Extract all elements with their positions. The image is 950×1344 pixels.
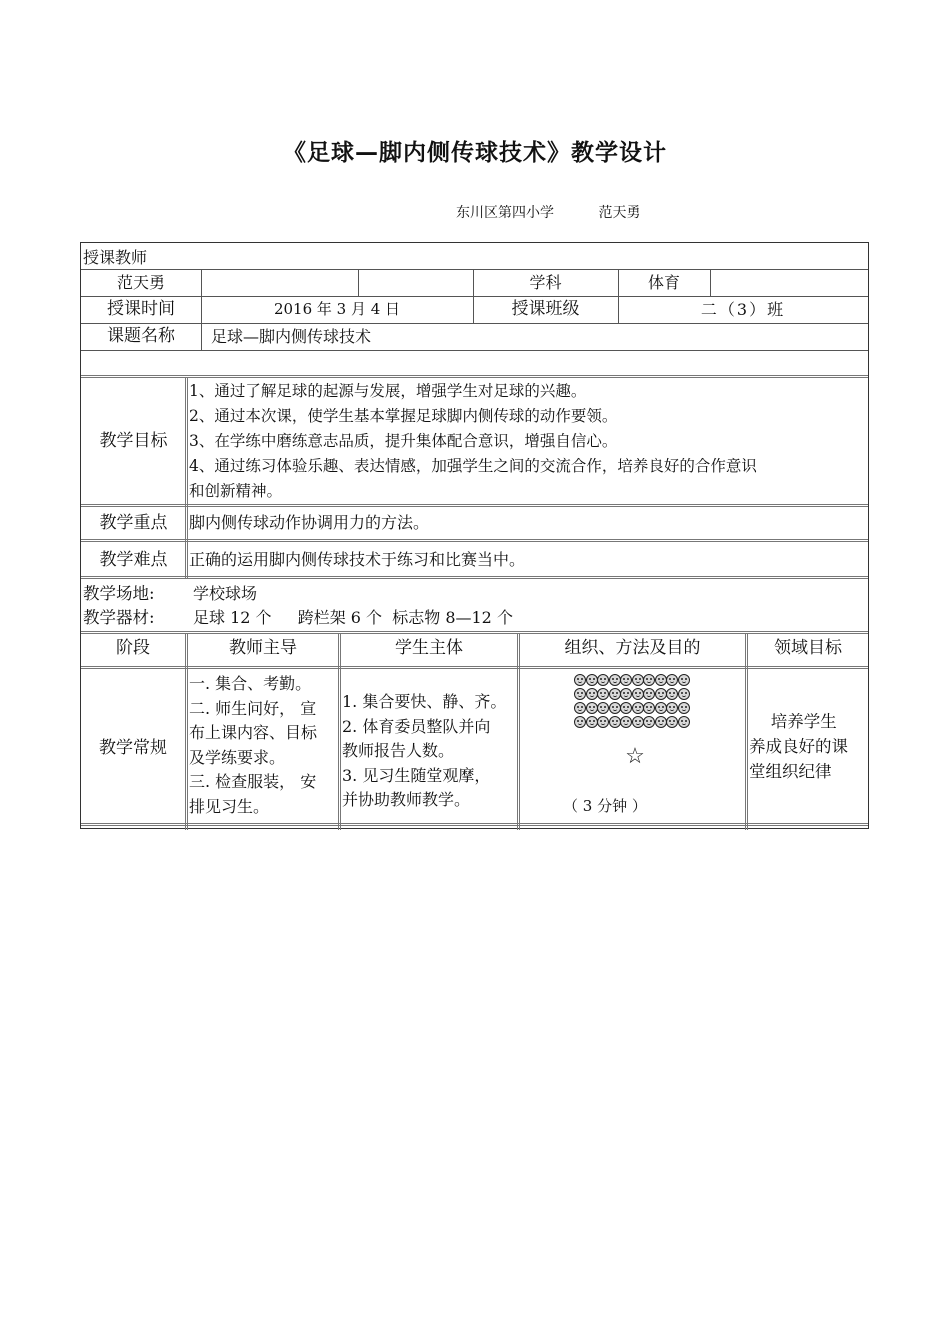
student-face-icon xyxy=(632,674,644,686)
teacher-step: 排见习生。 xyxy=(189,796,270,816)
student-face-icon xyxy=(678,716,690,728)
author-school: 东川区第四小学 xyxy=(456,205,554,221)
difficulty-label: 教学难点 xyxy=(99,550,168,570)
student-face-icon xyxy=(597,674,609,686)
duration-label: （ 3 分钟 ） xyxy=(563,797,647,815)
student-face-icon xyxy=(655,702,667,714)
class-value: 二（3）班 xyxy=(700,300,786,319)
goal-item: 4、通过练习体验乐趣、表达情感，加强学生之间的交流合作，培养良好的合作意识 xyxy=(189,457,757,475)
student-face-icon xyxy=(620,688,632,700)
difficulty-value: 正确的运用脚内侧传球技术于练习和比赛当中。 xyxy=(189,550,526,569)
author-line xyxy=(456,202,640,222)
time-label: 授课时间 xyxy=(107,299,175,319)
student-formation-diagram xyxy=(574,674,694,732)
student-step: 教师报告人数。 xyxy=(342,741,455,760)
student-face-icon xyxy=(666,716,678,728)
student-face-icon xyxy=(678,688,690,700)
student-face-icon xyxy=(643,716,655,728)
student-face-icon xyxy=(655,674,667,686)
teacher-step: 及学练要求。 xyxy=(189,747,286,767)
student-face-icon xyxy=(586,702,598,714)
topic-value: 足球—脚内侧传球技术 xyxy=(211,327,372,346)
student-face-icon xyxy=(609,688,621,700)
student-face-icon xyxy=(655,688,667,700)
student-face-icon xyxy=(609,674,621,686)
equipment-label: 教学器材: xyxy=(83,608,155,627)
teacher-name: 范天勇 xyxy=(116,273,165,292)
student-face-icon xyxy=(678,702,690,714)
student-face-icon xyxy=(574,688,586,700)
goal-item: 和创新精神。 xyxy=(189,482,283,500)
teacher-star-icon: ☆ xyxy=(625,744,645,769)
student-face-icon xyxy=(620,716,632,728)
author-name: 范天勇 xyxy=(598,205,641,221)
goals-label: 教学目标 xyxy=(99,431,168,451)
header-student: 学生主体 xyxy=(395,638,463,658)
document-title: 《足球—脚内侧传球技术》教学设计 xyxy=(283,140,667,166)
domain-goal-line: 养成良好的课 xyxy=(749,737,848,756)
student-face-icon xyxy=(574,674,586,686)
student-face-icon xyxy=(609,716,621,728)
student-face-icon xyxy=(678,674,690,686)
student-face-icon xyxy=(574,716,586,728)
subject-value: 体育 xyxy=(647,273,680,292)
time-value: 2016 年 3 月 4 日 xyxy=(273,300,401,318)
student-step: 1. 集合要快、静、齐。 xyxy=(342,692,507,711)
teacher-step: 布上课内容、目标 xyxy=(189,723,318,742)
student-face-icon xyxy=(666,674,678,686)
lesson-plan-table xyxy=(80,242,869,829)
student-face-icon xyxy=(586,674,598,686)
student-face-icon xyxy=(632,716,644,728)
key-point-value: 脚内侧传球动作协调用力的方法。 xyxy=(189,513,430,532)
goal-item: 1、通过了解足球的起源与发展，增强学生对足球的兴趣。 xyxy=(189,382,587,400)
student-face-icon xyxy=(609,702,621,714)
student-face-icon xyxy=(597,702,609,714)
student-face-icon xyxy=(655,716,667,728)
student-step: 并协助教师教学。 xyxy=(342,790,471,809)
student-face-icon xyxy=(666,702,678,714)
goal-item: 3、在学练中磨练意志品质，提升集体配合意识，增强自信心。 xyxy=(189,432,618,450)
header-domain-goal: 领域目标 xyxy=(774,638,842,658)
topic-label: 课题名称 xyxy=(107,326,175,346)
venue-label: 教学场地: xyxy=(83,584,155,603)
student-face-icon xyxy=(632,702,644,714)
student-face-icon xyxy=(666,688,678,700)
student-step: 3. 见习生随堂观摩， xyxy=(342,765,491,785)
teacher-step: 一. 集合、考勤。 xyxy=(189,674,312,693)
student-face-icon xyxy=(597,688,609,700)
domain-goal xyxy=(749,709,869,789)
student-face-icon xyxy=(574,702,586,714)
student-face-icon xyxy=(597,716,609,728)
venue-value: 学校球场 xyxy=(193,584,258,603)
student-face-icon xyxy=(620,674,632,686)
student-face-icon xyxy=(620,702,632,714)
student-face-icon xyxy=(643,674,655,686)
goal-item: 2、通过本次课，使学生基本掌握足球脚内侧传球的动作要领。 xyxy=(189,407,618,425)
teacher-step: 二. 师生问好， 宣 xyxy=(189,698,317,718)
class-label: 授课班级 xyxy=(511,299,580,319)
header-organization: 组织、方法及目的 xyxy=(564,638,701,658)
teacher-steps xyxy=(189,672,339,822)
domain-goal-line: 堂组织纪律 xyxy=(749,762,832,781)
stage-name: 教学常规 xyxy=(99,738,167,758)
header-stage: 阶段 xyxy=(116,638,150,658)
goals-list xyxy=(189,379,869,503)
student-steps xyxy=(342,690,518,820)
student-face-icon xyxy=(586,688,598,700)
teacher-step: 三. 检查服装， 安 xyxy=(189,772,317,791)
key-point-label: 教学重点 xyxy=(99,513,168,533)
teacher-label: 授课教师 xyxy=(83,248,148,267)
subject-label: 学科 xyxy=(529,273,562,292)
domain-goal-line: 培养学生 xyxy=(749,712,837,731)
student-face-icon xyxy=(643,688,655,700)
student-face-icon xyxy=(586,716,598,728)
student-face-icon xyxy=(632,688,644,700)
header-teacher: 教师主导 xyxy=(229,638,297,658)
equipment-value: 足球 12 个 跨栏架 6 个 标志物 8—12 个 xyxy=(193,608,513,627)
student-face-icon xyxy=(643,702,655,714)
student-step: 2. 体育委员整队并向 xyxy=(342,716,491,736)
